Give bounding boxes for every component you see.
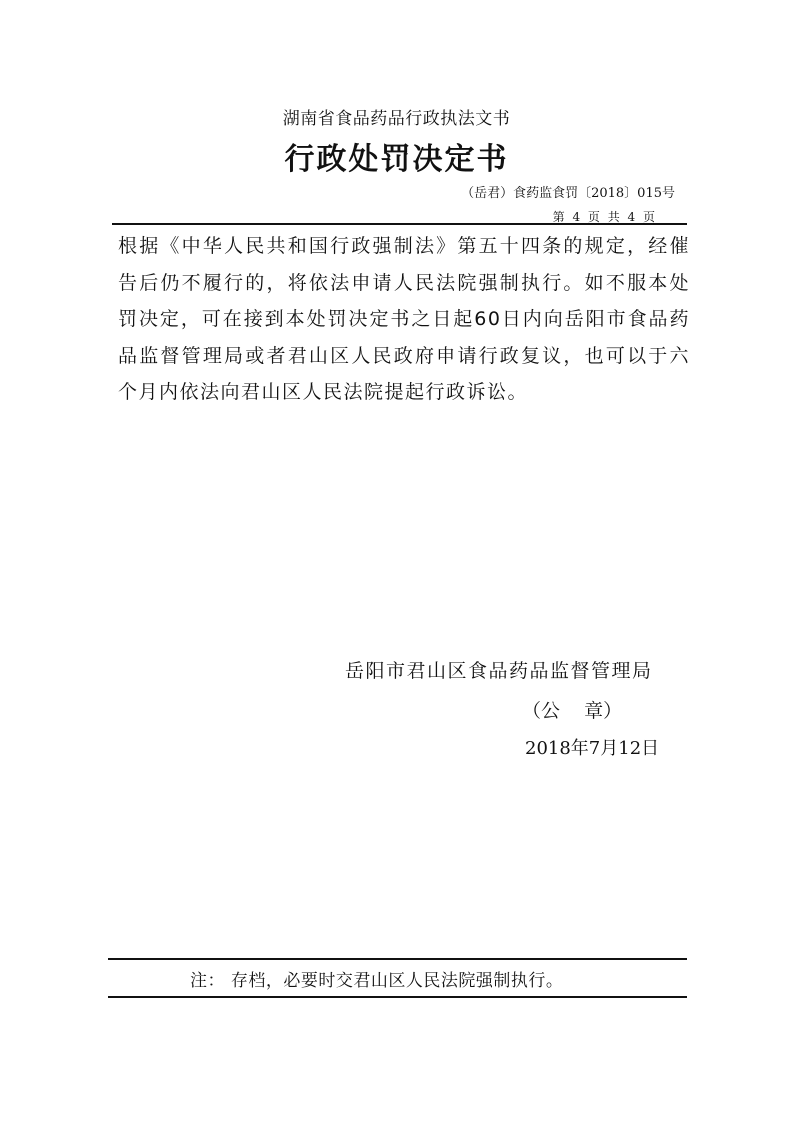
body-paragraph: 根据《中华人民共和国行政强制法》第五十四条的规定，经催告后仍不履行的，将依法申请人民法院强制执行。如不服本处罚决定，可在接到本处罚决定书之日起60日内向岳阳市食品药品监督管理局或者君山区人民政府申请行政复议，也可以于六个月内依法向君山区人民法院提起行政诉讼。 bbox=[118, 235, 690, 403]
issuer-line: 湖南省食品药品行政执法文书 bbox=[282, 109, 511, 129]
document-title: 行政处罚决定书 bbox=[284, 142, 509, 177]
page-indicator: 第 4 页 共 4 页 bbox=[552, 210, 655, 224]
issuing-authority: 岳阳市君山区食品药品监督管理局 bbox=[345, 660, 653, 682]
header-divider bbox=[112, 223, 687, 225]
footer-divider-top bbox=[108, 958, 687, 960]
body-content bbox=[118, 228, 690, 411]
seal-placeholder: （公 章） bbox=[522, 700, 623, 722]
document-number: （岳君）食药监食罚〔2018〕015号 bbox=[461, 186, 675, 201]
issue-date: 2018年7月12日 bbox=[525, 738, 660, 759]
footer-divider-bottom bbox=[108, 996, 687, 998]
footer-note: 注： 存档，必要时交君山区人民法院强制执行。 bbox=[190, 971, 564, 991]
